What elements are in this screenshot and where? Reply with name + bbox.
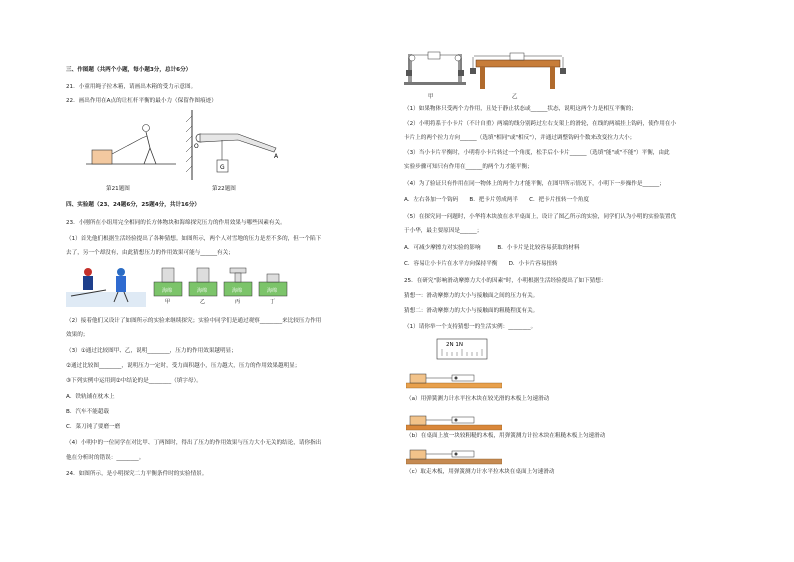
figure-25c-tabletop xyxy=(406,442,502,466)
fig-label-jia: 甲 xyxy=(165,299,171,304)
caption-25a: （a）用弹簧测力计水平拉木块在较光滑的木板上匀速滑动 xyxy=(406,396,550,402)
weight-label-g: G xyxy=(220,164,225,171)
question-24: 24．如图所示，是小明探究二力平衡条件时的实验情景。 xyxy=(66,471,208,477)
question-22: 22．画出作用在A点的让杠杆平衡的最小力（保留作图痕迹） xyxy=(66,98,217,104)
section-4-heading: 四、实验题（23、24题6分，25题4分，共计16分） xyxy=(66,202,201,208)
point-label-a: A xyxy=(274,153,279,160)
question-24-5a: （5）在探究同一问题时，小华将木块放在水平桌面上，设计了图乙所示的实验，同学们认为小明的实验装置优 xyxy=(404,214,677,220)
fig-label-bing: 丙 xyxy=(235,299,241,304)
figure-21-person-pulling-box xyxy=(86,120,176,166)
question-23-2b: 效果的； xyxy=(66,332,89,338)
question-24-1: （1）如果物体只受两个力作用，且处于静止状态或______状态，说明这两个力是相互平衡的； xyxy=(404,106,637,112)
figure-25a-smooth-board xyxy=(406,366,502,390)
question-24-4-options: A．左右各加一个钩码 B．把卡片剪成两半 C．把卡片扭转一个角度 xyxy=(404,197,589,203)
figure-snow-people xyxy=(66,262,146,307)
figure-21-caption: 第21题图 xyxy=(106,186,130,192)
caption-25b: （b）在桌面上放一块较粗糙的木板，用弹簧测力计拉木块在粗糙木板上匀速滑动 xyxy=(406,433,606,439)
figure-25b-rough-board xyxy=(406,408,502,432)
guess-2: 猜想二：滑动摩擦力的大小与接触面的粗糙程度有关。 xyxy=(404,308,539,314)
figure-sponge-experiments xyxy=(152,266,292,304)
fig-label-ding: 丁 xyxy=(270,299,276,304)
figure-22-caption: 第22题图 xyxy=(212,186,236,192)
question-24-2a: （2）小明将系于小卡片（不计自重）两端的线分别跨过左右支架上的滑轮，在线的两端挂上钩码，使作用在小 xyxy=(404,121,677,127)
question-23-1b: 去了，另一个却没有，由此猜想压力的作用效果可能与______有关； xyxy=(66,250,234,256)
question-24-5b: 于小华，最主要原因是______； xyxy=(404,228,483,234)
figure-22-lever xyxy=(178,108,288,183)
question-23-3b: ②通过比较图________，说明压力一定时，受力面积越小，压力越大，压力的作用效果越明显； xyxy=(66,363,301,369)
figure-label-jia: 甲 xyxy=(428,94,434,100)
question-24-4: （4）为了验证只有作用在同一物体上的两个力才能平衡，在图甲所示情况下，小明下一步操作是______； xyxy=(404,181,665,187)
figure-24-card-pulleys xyxy=(404,50,466,92)
question-21: 21．小童用绳子拉木箱，请画出木箱的受力示意图。 xyxy=(66,84,197,90)
option-a: A．铁轨铺在枕木上 xyxy=(66,394,115,400)
figure-label-yi: 乙 xyxy=(512,94,518,100)
pivot-label-o: O xyxy=(194,143,199,150)
scale-readout-labels: 2N 1N xyxy=(446,342,463,348)
question-23-3a: （3）①通过比较图甲、乙，说明________，压力的作用效果越明显； xyxy=(66,348,237,354)
section-3-heading: 三、作图题（共两个小题，每小题3分，总计6分） xyxy=(66,67,192,73)
caption-25c: （c）取走木板，用弹簧测力计水平拉木块在桌面上匀速滑动 xyxy=(406,469,555,475)
sponge-label-3: 海绵 xyxy=(232,288,243,294)
question-23-1a: （1）首先他们根据生活经验提出了各种猜想。如图所示，两个人对雪地的压力是差不多的，但一个陷下 xyxy=(66,236,322,242)
question-23-2a: （2）接着他们又设计了如图所示的实验来继续探究；实验中同学们是通过观察________来比较压力作用 xyxy=(66,318,322,324)
question-24-3b: 实验步骤可知只有作用在______的两个力才能平衡； xyxy=(404,164,533,170)
question-24-5-option-cd: C．容易让小卡片在水平方向保持平衡 D．小卡片容易扭转 xyxy=(404,261,558,267)
option-b: B．汽车不能超载 xyxy=(66,409,109,415)
question-24-5-option-ab: A．可减少摩擦力对实验的影响 B．小卡片是比较容易获取的材料 xyxy=(404,245,580,251)
sponge-label-4: 海绵 xyxy=(267,288,278,294)
question-24-2b: 卡片上的两个拉力方向______（选填"相同"或"相反"），并通过调整钩码个数来改变拉力大小； xyxy=(404,135,636,141)
spring-scale-closeup xyxy=(436,338,488,360)
question-23-4a: （4）小明中的一位同学在对比甲、丁两图时，得出了压力的作用效果与压力大小无关的结论，请你指出 xyxy=(66,440,322,446)
option-c: C．菜刀钝了要磨一磨 xyxy=(66,424,121,430)
figure-24-block-on-table xyxy=(470,48,566,90)
question-23-3c: ③下列实例中运用到②中结论的是________（填字母）。 xyxy=(66,378,202,384)
question-23: 23．小刚所在小组用完全相同的长方体物块和海绵探究压力的作用效果与哪些因素有关。 xyxy=(66,220,286,226)
sponge-label-1: 海绵 xyxy=(162,288,173,294)
sponge-label-2: 海绵 xyxy=(197,288,208,294)
question-25-1: （1）请你举一个支持猜想一的生活实例：________。 xyxy=(404,324,537,330)
guess-1: 猜想一：滑动摩擦力的大小与接触面之间的压力有关。 xyxy=(404,293,539,299)
question-23-4b: 他在分析时的错误：________。 xyxy=(66,455,145,461)
question-24-3a: （3）当小卡片平衡时，小明将小卡片转过一个角度，松手后小卡片______（选填"能"或"不能"）平衡，由此 xyxy=(404,150,670,156)
fig-label-yi: 乙 xyxy=(200,299,206,304)
question-25: 25．在研究"影响滑动摩擦力大小的因素"时，小明根据生活经验提出了如下猜想： xyxy=(404,278,607,284)
